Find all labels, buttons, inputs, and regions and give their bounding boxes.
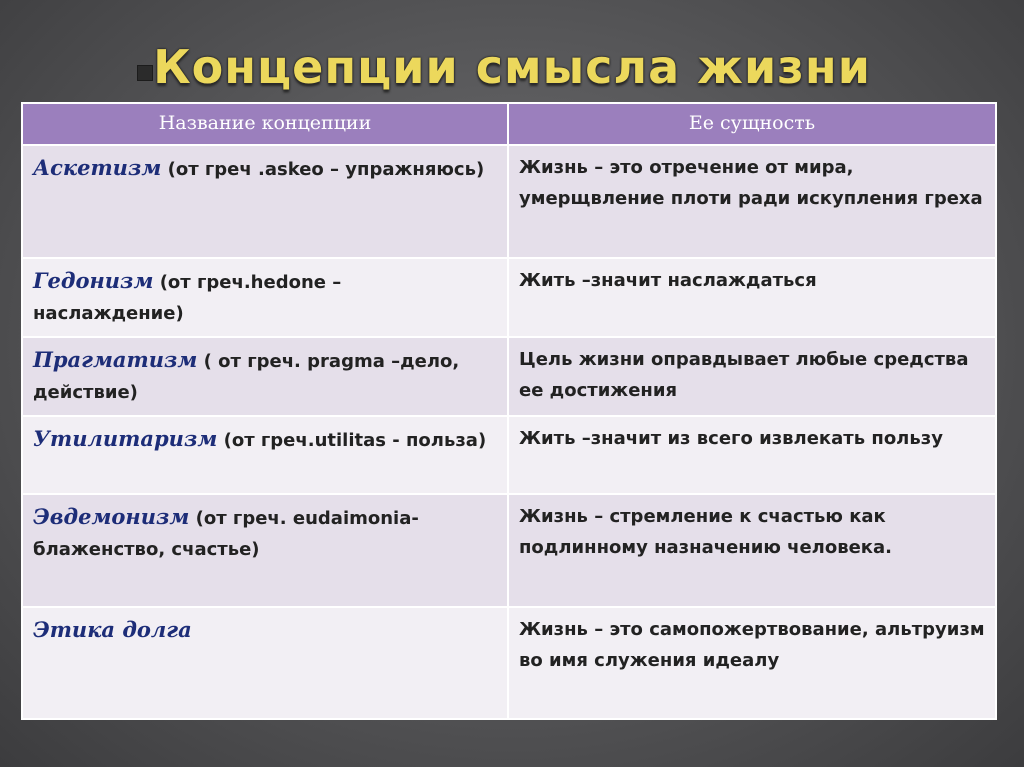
table-row [22, 258, 996, 337]
concepts-table [21, 102, 997, 720]
concept-essence: Жить –значит из всего извлекать пользу [508, 416, 996, 494]
concept-name-cell [22, 494, 508, 607]
table-row [22, 337, 996, 416]
concept-name-cell [22, 416, 508, 494]
concept-term: Аскетизм [33, 155, 162, 180]
header-concept-essence: Ее сущность [508, 103, 996, 145]
concept-origin: ( от греч. pragma –дело, действие) [33, 351, 460, 403]
concept-origin: (от греч .askeo – упражняюсь) [161, 159, 485, 180]
concept-term: Утилитаризм [33, 426, 218, 451]
concept-name-cell [22, 337, 508, 416]
concept-term: Эвдемонизм [33, 504, 190, 529]
concept-term: Гедонизм [33, 268, 154, 293]
page-title: Концепции смысла жизни [153, 40, 871, 94]
table-row [22, 494, 996, 607]
table-row [22, 416, 996, 494]
table-header-row [22, 103, 996, 145]
concept-name-cell [22, 258, 508, 337]
concept-origin: (от греч.hedone – наслаждение) [33, 272, 342, 324]
concept-essence: Жизнь – это отречение от мира, умерщвление плоти ради искупления греха [508, 145, 996, 258]
concept-origin: (от греч. eudaimonia- блаженство, счастье) [33, 508, 419, 560]
table-row [22, 607, 996, 719]
concept-essence: Цель жизни оправдывает любые средства ее достижения [508, 337, 996, 416]
concept-origin: (от греч.utilitas - польза) [217, 430, 487, 451]
concept-essence: Жизнь – стремление к счастью как подлинному назначению человека. [508, 494, 996, 607]
header-concept-name: Название концепции [22, 103, 508, 145]
concept-term: Прагматизм [33, 347, 198, 372]
concept-name-cell [22, 607, 508, 719]
concept-name-cell [22, 145, 508, 258]
concept-essence: Жизнь – это самопожертвование, альтруизм во имя служения идеалу [508, 607, 996, 719]
concept-term: Этика долга [33, 617, 192, 642]
concept-essence: Жить –значит наслаждаться [508, 258, 996, 337]
table-row [22, 145, 996, 258]
